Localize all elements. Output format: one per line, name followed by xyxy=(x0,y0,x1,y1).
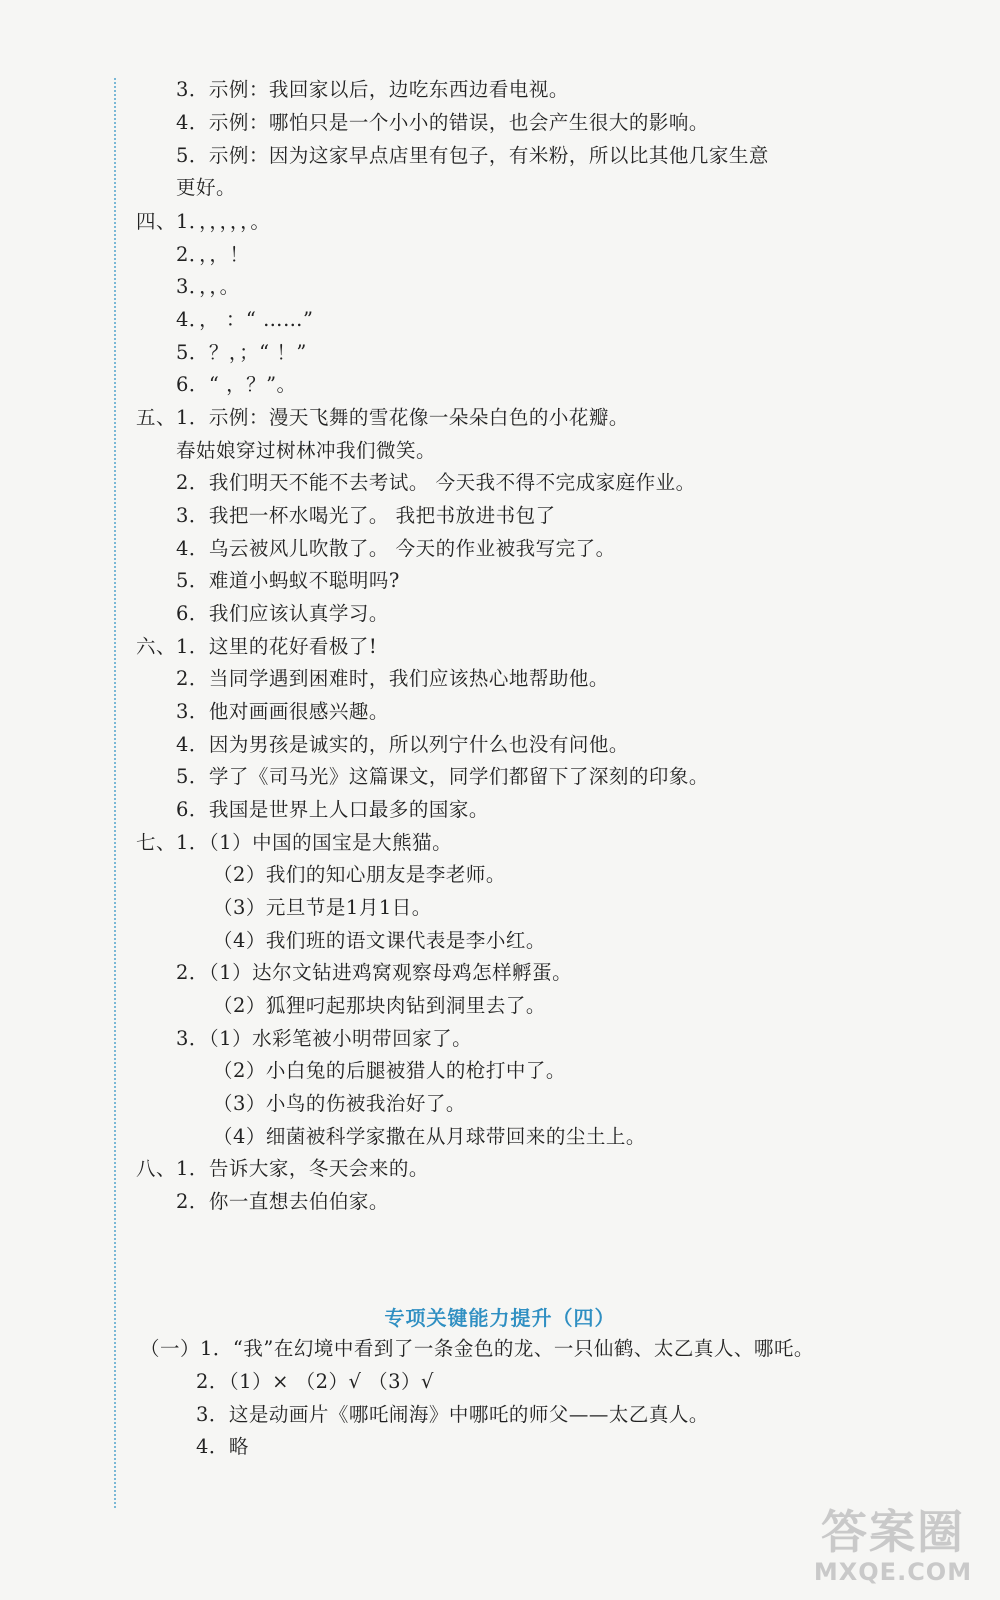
answer-line: 5．示例：因为这家早点店里有包子，有米粉，所以比其他几家生意 xyxy=(176,144,769,167)
answer-line: 3．，，。 xyxy=(176,275,240,298)
answer-line: 6．“ ，？”。 xyxy=(176,373,297,396)
answer-line: 2．我们明天不能不去考试。 今天我不得不完成家庭作业。 xyxy=(176,471,696,494)
answer-line: （2）狐狸叼起那块肉钻到洞里去了。 xyxy=(213,994,546,1017)
margin-dotted-line xyxy=(114,78,116,1508)
answer-line: 2．（1）达尔文钻进鸡窝观察母鸡怎样孵蛋。 xyxy=(176,961,573,984)
answer-line: 4．， ：“ ……” xyxy=(176,308,314,331)
answer-line: 五、1．示例：漫天飞舞的雪花像一朵朵白色的小花瓣。 xyxy=(136,406,629,429)
answer-line: 4．乌云被风儿吹散了。 今天的作业被我写完了。 xyxy=(176,537,616,560)
answer-line: 六、1．这里的花好看极了! xyxy=(136,635,378,658)
answer-line: 5．？，；“ ！” xyxy=(176,341,307,364)
answer-line: 2．你一直想去伯伯家。 xyxy=(176,1190,389,1213)
answer-line: 4．示例：哪怕只是一个小小的错误，也会产生很大的影响。 xyxy=(176,111,709,134)
answer-line: 七、1．（1）中国的国宝是大熊猫。 xyxy=(136,831,453,854)
answer-line: （2）小白兔的后腿被猎人的枪打中了。 xyxy=(213,1059,566,1082)
answer-line: 四、1．，，，，，。 xyxy=(136,210,271,233)
answer-line: （4）细菌被科学家撒在从月球带回来的尘土上。 xyxy=(213,1125,646,1148)
answer-line: 5．难道小蚂蚁不聪明吗? xyxy=(176,569,400,592)
answer-line: （3）元旦节是1月1日。 xyxy=(213,896,432,919)
answer-line: （2）我们的知心朋友是李老师。 xyxy=(213,863,506,886)
answer-line: 更好。 xyxy=(176,176,237,199)
answer-line: 5．学了《司马光》这篇课文，同学们都留下了深刻的印象。 xyxy=(176,765,709,788)
answer-line: 3．他对画画很感兴趣。 xyxy=(176,700,389,723)
watermark-bottom-text: MXQE.COM xyxy=(813,1558,973,1586)
section-heading: 专项关键能力提升（四） xyxy=(384,1306,616,1330)
watermark-logo xyxy=(808,1506,978,1592)
answer-line: 八、1．告诉大家，冬天会来的。 xyxy=(136,1157,429,1180)
answer-line: （4）我们班的语文课代表是李小红。 xyxy=(213,929,546,952)
answer-line: 3．（1）水彩笔被小明带回家了。 xyxy=(176,1027,473,1050)
answer-line: 6．我国是世界上人口最多的国家。 xyxy=(176,798,489,821)
answer-line: 春姑娘穿过树林冲我们微笑。 xyxy=(176,439,437,462)
answer-line: 3．我把一杯水喝光了。 我把书放进书包了 xyxy=(176,504,556,527)
answer-line: 3．这是动画片《哪吒闹海》中哪吒的师父——太乙真人。 xyxy=(196,1403,709,1426)
answer-line: 4．略 xyxy=(196,1435,249,1458)
answer-line: （3）小鸟的伤被我治好了。 xyxy=(213,1092,466,1115)
answer-line: 2．当同学遇到困难时，我们应该热心地帮助他。 xyxy=(176,667,609,690)
answer-line: 2．（1）× （2）√ （3）√ xyxy=(196,1370,434,1393)
answer-line: 6．我们应该认真学习。 xyxy=(176,602,389,625)
answer-line: （一）1．“我”在幻境中看到了一条金色的龙、一只仙鹤、太乙真人、哪吒。 xyxy=(140,1337,814,1360)
answer-line: 3．示例：我回家以后，边吃东西边看电视。 xyxy=(176,78,569,101)
answer-line: 4．因为男孩是诚实的，所以列宁什么也没有问他。 xyxy=(176,733,629,756)
answer-line: 2．，，！ xyxy=(176,243,250,266)
watermark-top-text: 答案圈 xyxy=(821,1505,965,1559)
